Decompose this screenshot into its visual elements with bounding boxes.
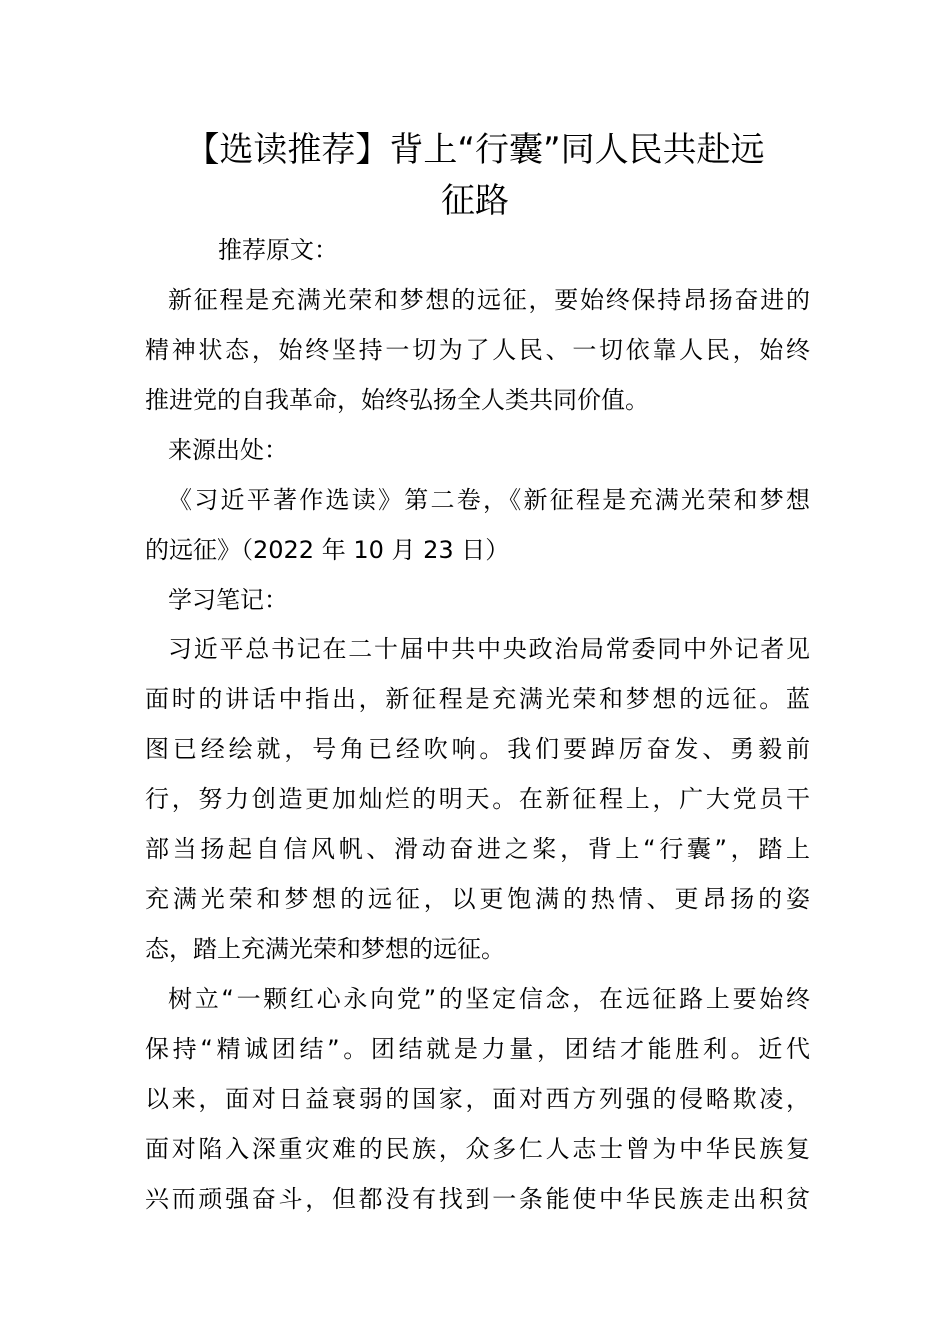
paragraph-line: 态，踏上充满光荣和梦想的远征。 [145, 935, 505, 963]
paragraph-line: 精神状态，始终坚持一切为了人民、一切依靠人民，始终 [145, 336, 810, 364]
paragraph-line: 兴而顽强奋斗，但都没有找到一条能使中华民族走出积贫 [145, 1185, 810, 1213]
document-title-line-1: 【选读推荐】背上“行囊”同人民共赴远 [185, 130, 765, 170]
paragraph-line: 的远征》（2022 年 10 月 23 日） [145, 536, 510, 564]
paragraph-line: 以来，面对日益衰弱的国家，面对西方列强的侵略欺凌， [145, 1085, 810, 1113]
paragraph-line: 习近平总书记在二十届中共中央政治局常委同中外记者见 [168, 635, 810, 663]
document-title-line-2: 征路 [441, 181, 509, 221]
paragraph-line: 新征程是充满光荣和梦想的远征，要始终保持昂扬奋进的 [168, 286, 810, 314]
paragraph-line: 《习近平著作选读》第二卷，《新征程是充满光荣和梦想 [168, 486, 810, 514]
paragraph-line: 部当扬起自信风帆、滑动奋进之桨，背上“行囊”，踏上 [145, 835, 810, 863]
paragraph-line: 面时的讲话中指出，新征程是充满光荣和梦想的远征。蓝 [145, 685, 810, 713]
paragraph-line: 充满光荣和梦想的远征，以更饱满的热情、更昂扬的姿 [145, 885, 810, 913]
paragraph-line: 推进党的自我革命，始终弘扬全人类共同价值。 [145, 386, 649, 414]
paragraph-line: 树立“一颗红心永向党”的坚定信念，在远征路上要始终 [168, 985, 810, 1013]
paragraph-line: 保持“精诚团结”。团结就是力量，团结才能胜利。近代 [145, 1035, 810, 1063]
paragraph-line: 面对陷入深重灾难的民族，众多仁人志士曾为中华民族复 [145, 1135, 810, 1163]
section-label-original-text: 推荐原文： [218, 236, 338, 264]
section-label-source: 来源出处： [168, 436, 288, 464]
paragraph-line: 图已经绘就，号角已经吹响。我们要踔厉奋发、勇毅前 [145, 735, 810, 763]
section-label-study-notes: 学习笔记： [168, 586, 288, 614]
paragraph-line: 行，努力创造更加灿烂的明天。在新征程上，广大党员干 [145, 785, 810, 813]
